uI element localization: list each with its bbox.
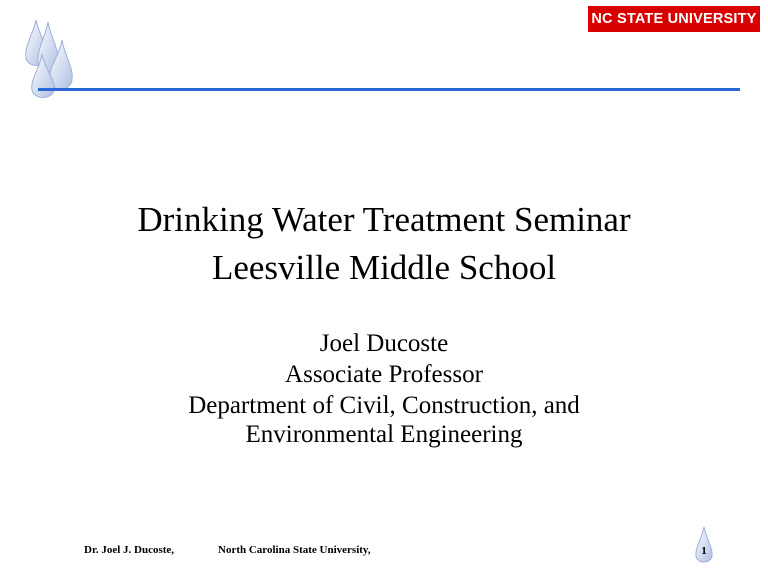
presenter-position: Associate Professor — [285, 361, 483, 388]
department-line-1: Department of Civil, Construction, and — [188, 392, 580, 419]
footer-author: Dr. Joel J. Ducoste, — [84, 544, 175, 556]
footer-university: North Carolina State University, — [218, 544, 371, 556]
title-line-2: Leesville Middle School — [211, 248, 557, 287]
header-rule — [38, 88, 740, 91]
title-line-1: Drinking Water Treatment Seminar — [137, 200, 631, 239]
page-number: 1 — [701, 545, 707, 557]
presenter-name: Joel Ducoste — [319, 330, 449, 357]
university-logo: NC STATE UNIVERSITY — [588, 6, 760, 32]
presenter-info — [0, 328, 768, 449]
slide-title — [0, 196, 768, 292]
department-line-2: Environmental Engineering — [245, 421, 523, 448]
